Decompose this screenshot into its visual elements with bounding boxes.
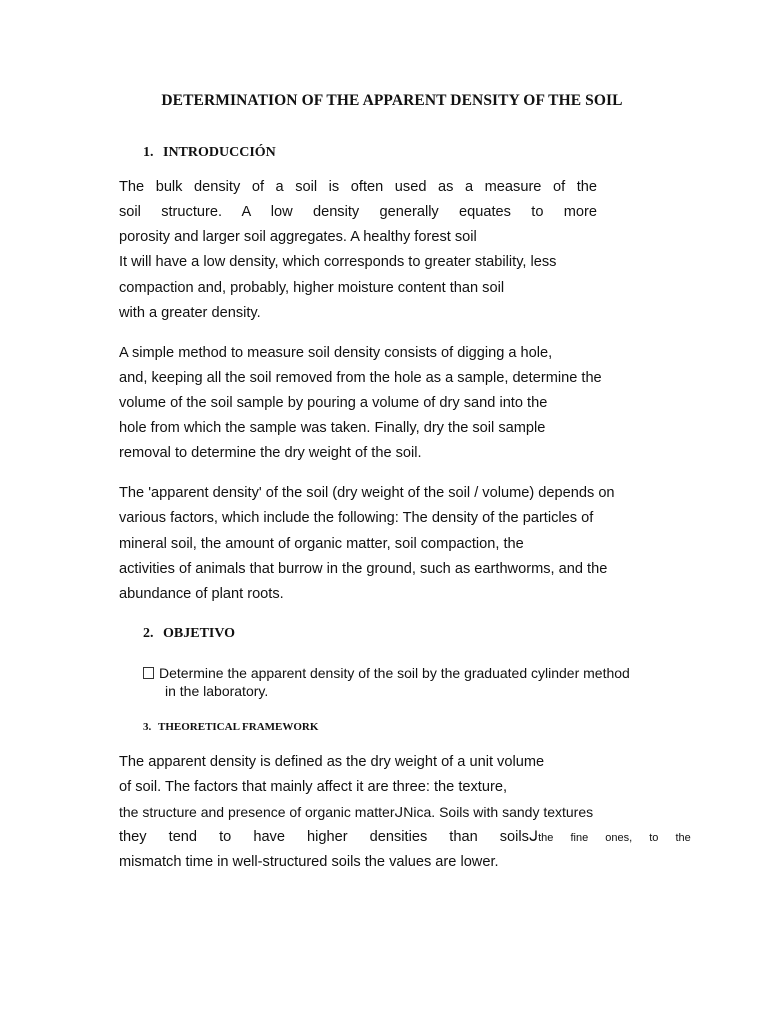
bullet-box-icon (143, 667, 154, 679)
intro-p3-line-3: mineral soil, the amount of organic matter, soil compaction, the (119, 536, 524, 552)
section-number: 2. (143, 626, 154, 641)
framework-line-4-small: the fine ones, to the (538, 832, 691, 844)
intro-p3-line-4: activities of animals that burrow in the ground, such as earthworms, and the (119, 561, 608, 577)
objective-text-line-2: in the laboratory. (165, 683, 269, 699)
paragraph-line (119, 178, 597, 196)
intro-p3-line-1: The 'apparent density' of the soil (dry weight of the soil / volume) depends on (119, 485, 615, 501)
intro-p1-line-5: compaction and, probably, higher moisture content than soil (119, 280, 505, 296)
section-heading-framework (143, 721, 318, 733)
intro-p1-line-4: It will have a low density, which corresponds to greater stability, less (119, 254, 557, 270)
intro-p2-line-3: volume of the soil sample by pouring a volume of dry sand into the (119, 395, 548, 411)
intro-p2-line-1: A simple method to measure soil density consists of digging a hole, (119, 345, 553, 361)
section-heading-objective (143, 626, 235, 642)
framework-line-1: The apparent density is defined as the dry weight of a unit volume (119, 754, 545, 770)
intro-p2-line-4: hole from which the sample was taken. Finally, dry the soil sample (119, 420, 546, 436)
section-heading-introduction (143, 145, 276, 161)
section-title: OBJETIVO (163, 626, 236, 641)
intro-p2-line-5: removal to determine the dry weight of the soil. (119, 445, 422, 461)
objective-text-line-1: Determine the apparent density of the soil by the graduated cylinder method (159, 665, 630, 681)
section-title: THEORETICAL FRAMEWORK (158, 721, 319, 733)
framework-line-5: mismatch time in well-structured soils the values are lower. (119, 854, 499, 870)
intro-p3-line-5: abundance of plant roots. (119, 586, 284, 602)
section-title: INTRODUCCIÓN (163, 145, 276, 160)
intro-p1-line-3: porosity and larger soil aggregates. A healthy forest soil (119, 229, 477, 245)
section-number: 3. (143, 721, 152, 733)
intro-p1-line-1: The bulk density of a soil is often used as a measure of the (119, 179, 597, 195)
objective-bullet (143, 664, 630, 682)
document-title: DETERMINATION OF THE APPARENT DENSITY OF THE SOIL (161, 92, 623, 109)
intro-p2-line-2: and, keeping all the soil removed from the hole as a sample, determine the (119, 370, 602, 386)
intro-p1-line-6: with a greater density. (119, 305, 261, 321)
paragraph-line (119, 203, 597, 221)
intro-p3-line-2: various factors, which include the following: The density of the particles of (119, 510, 594, 526)
section-number: 1. (143, 145, 154, 160)
intro-p1-line-2: soil structure. A low density generally equates to more (119, 204, 597, 220)
framework-line-4 (119, 828, 691, 847)
framework-line-3: the structure and presence of organic matterᒍNica. Soils with sandy textures (119, 804, 594, 820)
framework-line-4-main: they tend to have higher densities than soilsᒍ (119, 829, 539, 845)
framework-line-2: of soil. The factors that mainly affect it are three: the texture, (119, 779, 508, 795)
